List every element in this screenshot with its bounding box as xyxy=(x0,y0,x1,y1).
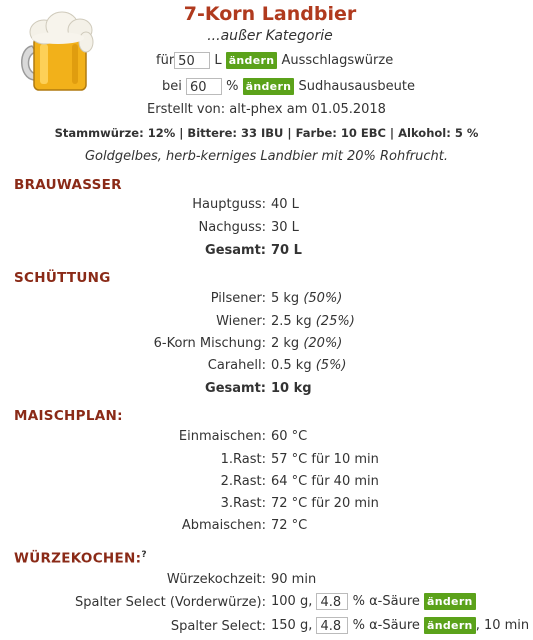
alpha-input[interactable]: 4.8 xyxy=(316,593,348,610)
section-schuettung: SCHÜTTUNG xyxy=(14,270,111,286)
malt-label: Carahell: xyxy=(207,358,266,373)
brauwasser-total-value: 70 L xyxy=(271,243,302,258)
malt-value xyxy=(271,358,347,373)
efficiency-row xyxy=(162,78,415,95)
hop-value xyxy=(271,617,529,634)
malt-percent: (20%) xyxy=(303,336,343,351)
alpha-unit: % α-Säure xyxy=(352,594,420,609)
brauwasser-total-label: Gesamt: xyxy=(205,243,266,258)
malt-value xyxy=(271,291,342,306)
efficiency-suffix: Sudhausausbeute xyxy=(298,79,415,94)
brauwasser-label: Hauptguss: xyxy=(192,197,266,212)
efficiency-input[interactable]: 60 xyxy=(186,78,222,95)
alpha-input[interactable]: 4.8 xyxy=(316,617,348,634)
mash-step-label: Abmaischen: xyxy=(181,518,266,533)
efficiency-unit: % xyxy=(226,79,239,94)
malt-amount: 2 kg xyxy=(271,336,300,351)
help-icon[interactable]: ? xyxy=(141,550,147,560)
created-by: Erstellt von: alt-phex am 01.05.2018 xyxy=(147,102,386,117)
brauwasser-label: Nachguss: xyxy=(198,220,266,235)
recipe-title: 7-Korn Landbier xyxy=(183,3,357,25)
malt-amount: 2.5 kg xyxy=(271,314,312,329)
malt-label: Pilsener: xyxy=(210,291,266,306)
hop-label: Spalter Select (Vorderwürze): xyxy=(74,595,266,610)
volume-input[interactable]: 50 xyxy=(174,52,210,69)
section-brauwasser: BRAUWASSER xyxy=(14,177,122,193)
beer-mug-logo-icon xyxy=(20,8,110,94)
schuettung-total-label: Gesamt: xyxy=(205,381,266,396)
malt-percent: (5%) xyxy=(315,358,347,373)
boil-time-label: Würzekochzeit: xyxy=(166,572,266,587)
mash-step-label: 2.Rast: xyxy=(220,474,266,489)
schuettung-total-value: 10 kg xyxy=(271,381,312,396)
mash-step-value: 57 °C für 10 min xyxy=(271,452,379,467)
alpha-change-button[interactable]: ändern xyxy=(424,593,476,610)
brauwasser-value: 40 L xyxy=(271,197,299,212)
boil-time-value: 90 min xyxy=(271,572,317,587)
section-wuerzekochen xyxy=(14,550,147,567)
section-maischplan: MAISCHPLAN: xyxy=(14,408,123,424)
mash-step-value: 72 °C für 20 min xyxy=(271,496,379,511)
hop-value xyxy=(271,593,476,610)
mash-step-label: Einmaischen: xyxy=(178,429,266,444)
malt-value xyxy=(271,336,342,351)
mash-step-value: 60 °C xyxy=(271,429,308,444)
recipe-stats: Stammwürze: 12% | Bittere: 33 IBU | Farbe: 10 EBC | Alkohol: 5 % xyxy=(54,126,479,140)
malt-label: 6-Korn Mischung: xyxy=(153,336,266,351)
malt-label: Wiener: xyxy=(216,314,266,329)
hop-extra: , 10 min xyxy=(475,618,530,633)
malt-amount: 5 kg xyxy=(271,291,300,306)
malt-amount: 0.5 kg xyxy=(271,358,312,373)
malt-percent: (50%) xyxy=(303,291,343,306)
alpha-unit: % α-Säure xyxy=(352,618,420,633)
mash-step-label: 3.Rast: xyxy=(220,496,266,511)
mash-step-value: 72 °C xyxy=(271,518,308,533)
malt-value xyxy=(271,314,355,329)
efficiency-prefix: bei xyxy=(162,79,182,94)
hop-label: Spalter Select: xyxy=(170,619,266,634)
hop-amount: 100 g, xyxy=(271,594,313,609)
volume-change-button[interactable]: ändern xyxy=(226,52,278,69)
volume-row xyxy=(156,52,393,69)
recipe-description: Goldgelbes, herb-kerniges Landbier mit 20% Rohfrucht. xyxy=(84,149,449,164)
malt-percent: (25%) xyxy=(315,314,355,329)
efficiency-change-button[interactable]: ändern xyxy=(243,78,295,95)
volume-suffix: Ausschlagswürze xyxy=(281,53,394,68)
volume-prefix: für xyxy=(156,53,175,68)
mash-step-value: 64 °C für 40 min xyxy=(271,474,379,489)
recipe-category: ...außer Kategorie xyxy=(207,28,333,44)
hop-amount: 150 g, xyxy=(271,618,313,633)
brauwasser-value: 30 L xyxy=(271,220,299,235)
mash-step-label: 1.Rast: xyxy=(220,452,266,467)
alpha-change-button[interactable]: ändern xyxy=(424,617,476,634)
volume-unit: L xyxy=(214,53,222,68)
wuerzekochen-heading: WÜRZEKOCHEN: xyxy=(14,550,142,567)
